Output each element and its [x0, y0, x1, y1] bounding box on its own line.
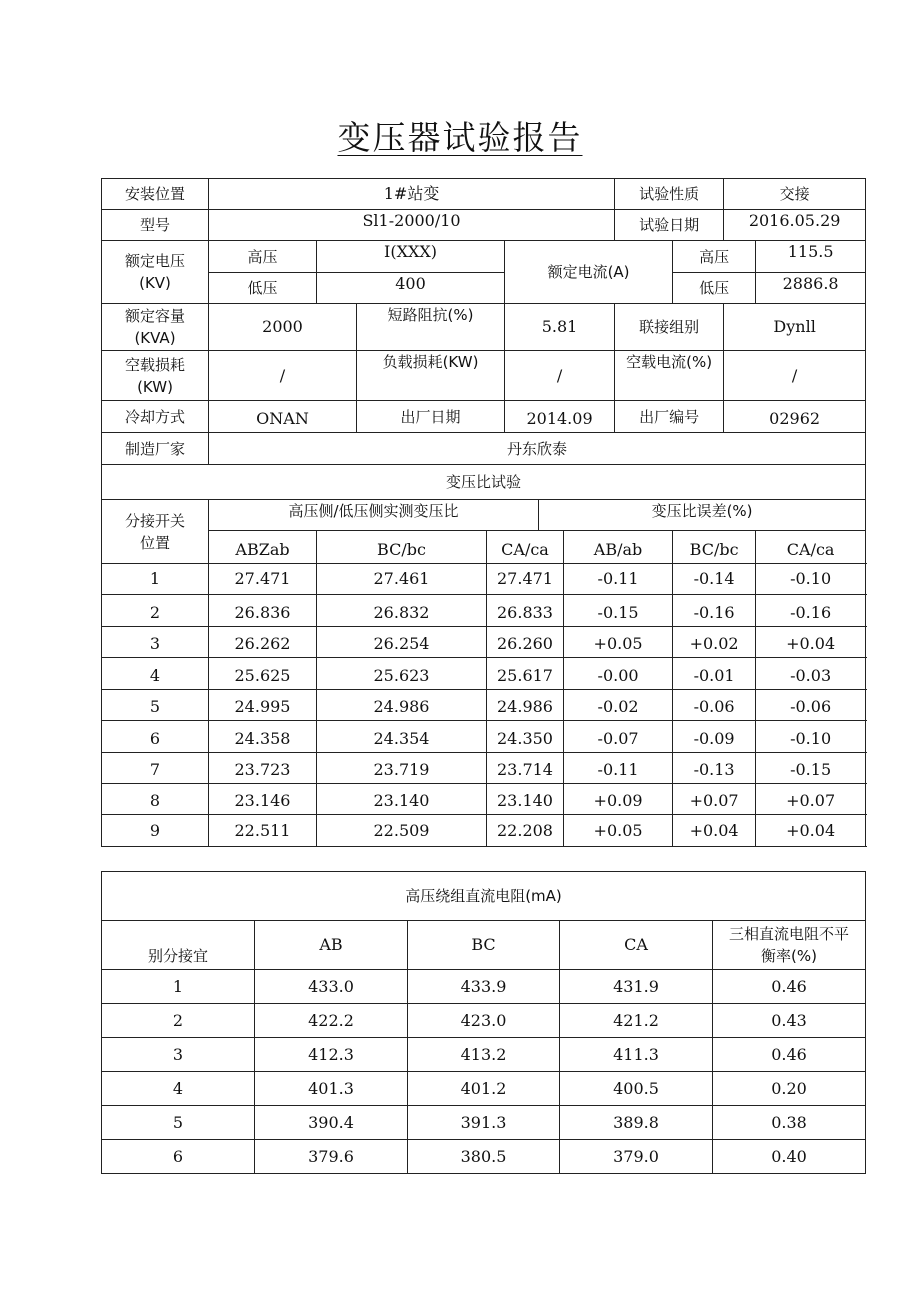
column-header: CA/ca [756, 531, 866, 564]
table-cell: 24.986 [317, 690, 487, 721]
vector-group-label: 联接组别 [615, 304, 724, 351]
column-header: BC [408, 921, 560, 970]
dc-resistance-table [101, 871, 866, 1174]
table-cell: -0.15 [756, 753, 866, 784]
rated-current-lv-value: 2886.8 [756, 273, 866, 304]
table-cell: -0.06 [756, 690, 866, 721]
table-cell: 26.260 [487, 627, 564, 658]
table-cell: 401.2 [408, 1072, 560, 1106]
test-date-label: 试验日期 [615, 210, 724, 241]
table-cell: 27.471 [487, 564, 564, 595]
table-cell: 24.358 [209, 721, 317, 753]
table-cell: 25.625 [209, 658, 317, 690]
table-cell: -0.16 [756, 595, 866, 627]
rated-voltage-hv-value: I(XXX) [317, 241, 505, 273]
table-cell: -0.00 [564, 658, 673, 690]
table-cell: 0.43 [713, 1004, 866, 1038]
table-cell: 379.6 [255, 1140, 408, 1174]
table-cell: 24.995 [209, 690, 317, 721]
table-cell: -0.13 [673, 753, 756, 784]
table-cell: 0.46 [713, 970, 866, 1004]
table-row [102, 1106, 866, 1140]
table-cell: 24.350 [487, 721, 564, 753]
table-row [102, 627, 866, 658]
table-cell: 412.3 [255, 1038, 408, 1072]
cooling-label: 冷却方式 [102, 401, 209, 433]
table-cell: 5 [102, 690, 209, 721]
table-cell: 26.833 [487, 595, 564, 627]
table-cell: 5 [102, 1106, 255, 1140]
table-cell: 27.461 [317, 564, 487, 595]
table-cell: 7 [102, 753, 209, 784]
transformer-info-table [101, 178, 866, 847]
serial-value: 02962 [724, 401, 866, 433]
short-circuit-impedance-value: 5.81 [505, 304, 615, 351]
table-cell: -0.15 [564, 595, 673, 627]
table-cell: -0.03 [756, 658, 866, 690]
table-cell: -0.01 [673, 658, 756, 690]
table-row [102, 784, 866, 815]
page-title: 变压器试验报告 [337, 118, 583, 157]
table-cell: 26.262 [209, 627, 317, 658]
table-cell: 4 [102, 1072, 255, 1106]
table-cell: +0.07 [673, 784, 756, 815]
no-load-current-label: 空载电流(%) [615, 351, 724, 401]
table-cell: 0.40 [713, 1140, 866, 1174]
table-cell: 423.0 [408, 1004, 560, 1038]
table-cell: 400.5 [560, 1072, 713, 1106]
table-row [102, 690, 866, 721]
table-cell: +0.04 [756, 627, 866, 658]
table-cell: 0.46 [713, 1038, 866, 1072]
table-cell: 26.836 [209, 595, 317, 627]
column-header: CA [560, 921, 713, 970]
table-row [102, 1038, 866, 1072]
table-row [102, 970, 866, 1004]
table-cell: 411.3 [560, 1038, 713, 1072]
table-cell: -0.02 [564, 690, 673, 721]
table-cell: 23.719 [317, 753, 487, 784]
table-cell: 379.0 [560, 1140, 713, 1174]
vector-group-value: Dynll [724, 304, 866, 351]
column-header: BC/bc [317, 531, 487, 564]
table-row [102, 658, 866, 690]
table-cell: 389.8 [560, 1106, 713, 1140]
rated-current-hv-label: 高压 [673, 241, 756, 273]
test-nature-label: 试验性质 [615, 179, 724, 210]
table-cell: 22.511 [209, 815, 317, 847]
table-cell: -0.11 [564, 753, 673, 784]
table-row [102, 1140, 866, 1174]
table-cell: +0.09 [564, 784, 673, 815]
table-cell: 3 [102, 1038, 255, 1072]
table-cell: 2 [102, 595, 209, 627]
imbalance-rate-header: 三相直流电阻不平 衡率(%) [713, 921, 866, 970]
table-cell: -0.10 [756, 721, 866, 753]
table-cell: 23.723 [209, 753, 317, 784]
no-load-loss-value: / [209, 351, 357, 401]
no-load-current-value: / [724, 351, 866, 401]
table-row [102, 1072, 866, 1106]
table-cell: 401.3 [255, 1072, 408, 1106]
table-row [102, 753, 866, 784]
table-cell: 6 [102, 1140, 255, 1174]
table-row [102, 721, 866, 753]
ratio-test-section-title: 变压比试验 [102, 465, 866, 500]
table-cell: -0.09 [673, 721, 756, 753]
table-cell: 390.4 [255, 1106, 408, 1140]
table-cell: +0.07 [756, 784, 866, 815]
table-cell: 23.714 [487, 753, 564, 784]
test-date-value: 2016.05.29 [724, 210, 866, 241]
table-cell: 422.2 [255, 1004, 408, 1038]
table-cell: 27.471 [209, 564, 317, 595]
mfg-date-label: 出厂日期 [357, 401, 505, 433]
install-location-value: 1#站变 [209, 179, 615, 210]
table-cell: 8 [102, 784, 209, 815]
manufacturer-label: 制造厂家 [102, 433, 209, 465]
rated-voltage-lv-label: 低压 [209, 273, 317, 304]
install-location-label: 安装位置 [102, 179, 209, 210]
table-cell: 22.208 [487, 815, 564, 847]
table-cell: +0.02 [673, 627, 756, 658]
table-cell: 24.354 [317, 721, 487, 753]
table-cell: -0.11 [564, 564, 673, 595]
ratio-error-header: 变压比误差(%) [539, 500, 866, 531]
load-loss-label: 负载损耗(KW) [357, 351, 505, 401]
rated-capacity-label: 额定容量 (KVA) [102, 304, 209, 351]
table-cell: 25.623 [317, 658, 487, 690]
load-loss-value: / [505, 351, 615, 401]
table-cell: 26.254 [317, 627, 487, 658]
table-cell: 23.140 [487, 784, 564, 815]
table-cell: 26.832 [317, 595, 487, 627]
table-cell: 24.986 [487, 690, 564, 721]
model-value: Sl1-2000/10 [209, 210, 615, 241]
rated-capacity-value: 2000 [209, 304, 357, 351]
table-cell: +0.05 [564, 815, 673, 847]
column-header: CA/ca [487, 531, 564, 564]
table-row [102, 595, 866, 627]
cooling-value: ONAN [209, 401, 357, 433]
table-cell: -0.07 [564, 721, 673, 753]
measured-ratio-header: 高压侧/低压侧实测变压比 [209, 500, 539, 531]
rated-voltage-lv-value: 400 [317, 273, 505, 304]
manufacturer-value: 丹东欣泰 [209, 433, 866, 465]
table-cell: 421.2 [560, 1004, 713, 1038]
test-nature-value: 交接 [724, 179, 866, 210]
dc-resistance-title: 高压绕组直流电阻(mA) [102, 872, 866, 921]
table-cell: -0.06 [673, 690, 756, 721]
table-cell: -0.10 [756, 564, 866, 595]
short-circuit-impedance-label: 短路阻抗(%) [357, 304, 505, 351]
table-cell: 23.146 [209, 784, 317, 815]
rated-voltage-hv-label: 高压 [209, 241, 317, 273]
table-cell: 0.20 [713, 1072, 866, 1106]
table-cell: 22.509 [317, 815, 487, 847]
table-cell: 25.617 [487, 658, 564, 690]
table-cell: 380.5 [408, 1140, 560, 1174]
rated-current-label: 额定电流(A) [505, 241, 673, 304]
column-header: ABZab [209, 531, 317, 564]
rated-current-hv-value: 115.5 [756, 241, 866, 273]
table-cell: +0.05 [564, 627, 673, 658]
table-cell: 4 [102, 658, 209, 690]
table-cell: 2 [102, 1004, 255, 1038]
table-row [102, 564, 866, 595]
table-cell: -0.14 [673, 564, 756, 595]
rated-voltage-label: 额定电压 (KV) [102, 241, 209, 304]
table-cell: 1 [102, 564, 209, 595]
table-cell: 23.140 [317, 784, 487, 815]
column-header: AB [255, 921, 408, 970]
column-header: BC/bc [673, 531, 756, 564]
tap-position-label: 别分接宜 [102, 921, 255, 970]
table-row [102, 815, 866, 847]
table-cell: 3 [102, 627, 209, 658]
table-cell: +0.04 [756, 815, 866, 847]
table-cell: 391.3 [408, 1106, 560, 1140]
column-header: AB/ab [564, 531, 673, 564]
table-cell: 433.0 [255, 970, 408, 1004]
table-cell: 9 [102, 815, 209, 847]
tap-position-label: 分接开关 位置 [102, 500, 209, 564]
table-cell: 433.9 [408, 970, 560, 1004]
table-cell: 0.38 [713, 1106, 866, 1140]
table-cell: -0.16 [673, 595, 756, 627]
rated-current-lv-label: 低压 [673, 273, 756, 304]
no-load-loss-label: 空载损耗 (KW) [102, 351, 209, 401]
table-cell: 6 [102, 721, 209, 753]
table-row [102, 1004, 866, 1038]
table-cell: 413.2 [408, 1038, 560, 1072]
table-cell: 431.9 [560, 970, 713, 1004]
mfg-date-value: 2014.09 [505, 401, 615, 433]
table-cell: 1 [102, 970, 255, 1004]
table-cell: +0.04 [673, 815, 756, 847]
model-label: 型号 [102, 210, 209, 241]
serial-label: 出厂编号 [615, 401, 724, 433]
